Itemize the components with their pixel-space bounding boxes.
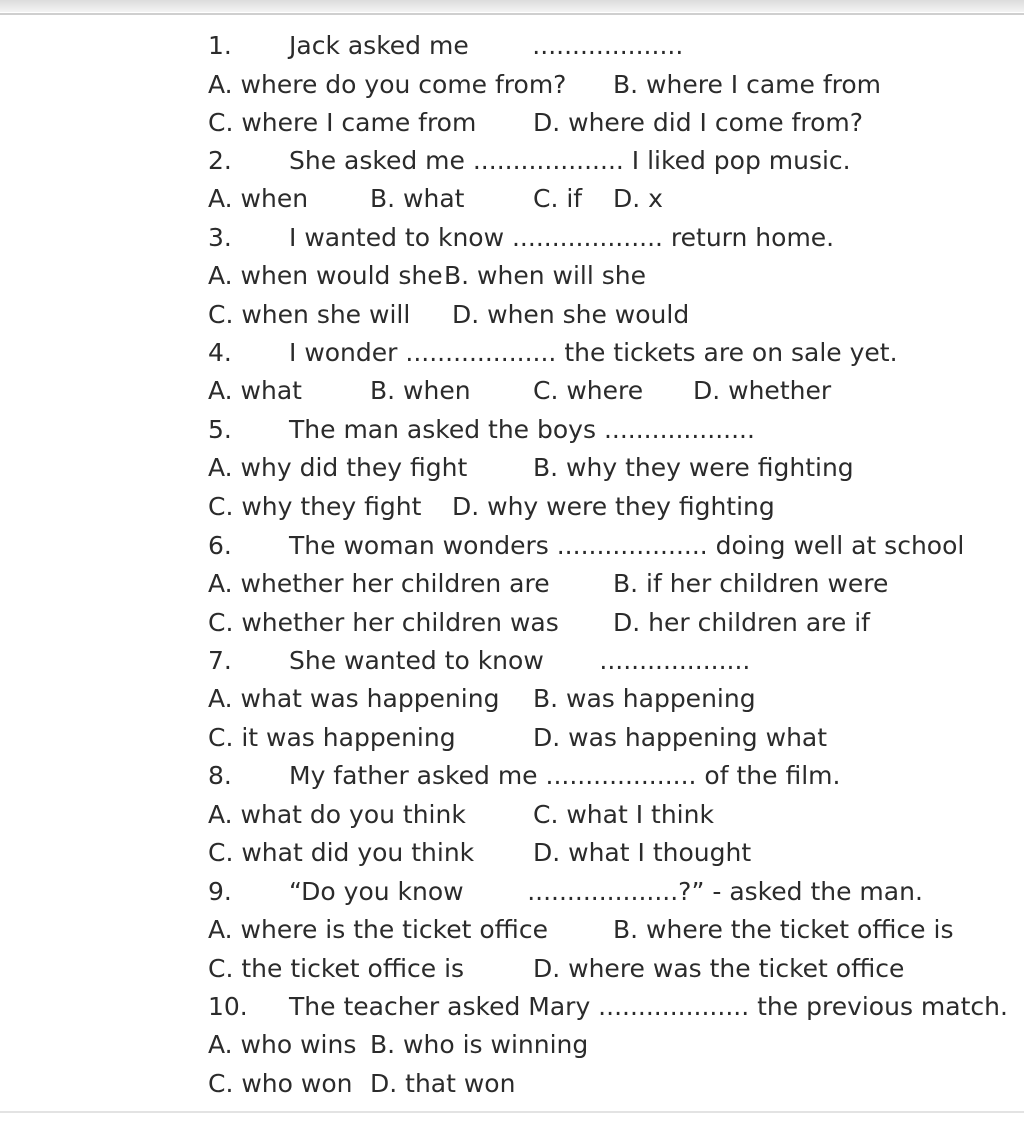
question-stem: The teacher asked Mary ................... the previous match. xyxy=(289,992,1008,1021)
question-number: 6. xyxy=(208,531,232,560)
option-b: B. when xyxy=(370,376,471,405)
question-stem: “Do you know ...................?” - asked the man. xyxy=(289,877,923,906)
option-c: C. it was happening xyxy=(208,723,456,752)
option-b: B. was happening xyxy=(533,684,756,713)
question-stem: I wanted to know ................... return home. xyxy=(289,223,835,252)
option-c: C. the ticket office is xyxy=(208,954,465,983)
option-c: C. what did you think xyxy=(208,838,475,867)
option-b: B. if her children were xyxy=(613,569,889,598)
question-number: 5. xyxy=(208,415,232,444)
option-c: C. if xyxy=(533,184,583,213)
option-d: D. what I thought xyxy=(533,838,752,867)
option-a: A. why did they fight xyxy=(208,453,468,482)
question-stem: Jack asked me ................... xyxy=(289,31,684,60)
question-number: 1. xyxy=(208,31,232,60)
option-d: D. when she would xyxy=(452,300,690,329)
option-c: C. who won xyxy=(208,1069,353,1098)
option-d: D. that won xyxy=(370,1069,516,1098)
top-border-band xyxy=(0,0,1024,12)
option-b: B. what xyxy=(370,184,465,213)
option-c: C. what I think xyxy=(533,800,714,829)
question-number: 9. xyxy=(208,877,232,906)
option-d: D. x xyxy=(613,184,663,213)
option-d: D. whether xyxy=(693,376,832,405)
question-stem: My father asked me ................... of the film. xyxy=(289,761,841,790)
option-b: B. where I came from xyxy=(613,70,882,99)
option-c: C. whether her children was xyxy=(208,608,559,637)
question-number: 4. xyxy=(208,338,232,367)
option-a: A. when would she xyxy=(208,261,443,290)
option-b: B. why they were fighting xyxy=(533,453,854,482)
top-divider xyxy=(0,13,1024,15)
option-c: C. where I came from xyxy=(208,108,477,137)
question-number: 8. xyxy=(208,761,232,790)
option-a: A. what xyxy=(208,376,302,405)
option-b: B. when will she xyxy=(444,261,646,290)
question-stem: I wonder ................... the tickets are on sale yet. xyxy=(289,338,898,367)
option-c: C. when she will xyxy=(208,300,411,329)
question-stem: She wanted to know ................... xyxy=(289,646,751,675)
option-d: D. why were they fighting xyxy=(452,492,775,521)
option-d: D. her children are if xyxy=(613,608,870,637)
option-a: A. what do you think xyxy=(208,800,466,829)
option-a: A. who wins xyxy=(208,1030,357,1059)
option-d: D. was happening what xyxy=(533,723,828,752)
question-number: 7. xyxy=(208,646,232,675)
bottom-divider xyxy=(0,1111,1024,1113)
option-a: A. whether her children are xyxy=(208,569,550,598)
option-b: B. where the ticket office is xyxy=(613,915,954,944)
question-stem: The woman wonders ................... doing well at school xyxy=(289,531,965,560)
question-number: 10. xyxy=(208,992,248,1021)
option-a: A. when xyxy=(208,184,309,213)
question-stem: The man asked the boys ................... xyxy=(289,415,755,444)
option-c: C. why they fight xyxy=(208,492,422,521)
option-a: A. where is the ticket office xyxy=(208,915,548,944)
question-number: 2. xyxy=(208,146,232,175)
question-stem: She asked me ................... I liked pop music. xyxy=(289,146,851,175)
option-b: B. who is winning xyxy=(370,1030,589,1059)
option-a: A. what was happening xyxy=(208,684,500,713)
option-d: D. where did I come from? xyxy=(533,108,863,137)
option-c: C. where xyxy=(533,376,644,405)
option-a: A. where do you come from? xyxy=(208,70,567,99)
question-number: 3. xyxy=(208,223,232,252)
option-d: D. where was the ticket office xyxy=(533,954,905,983)
